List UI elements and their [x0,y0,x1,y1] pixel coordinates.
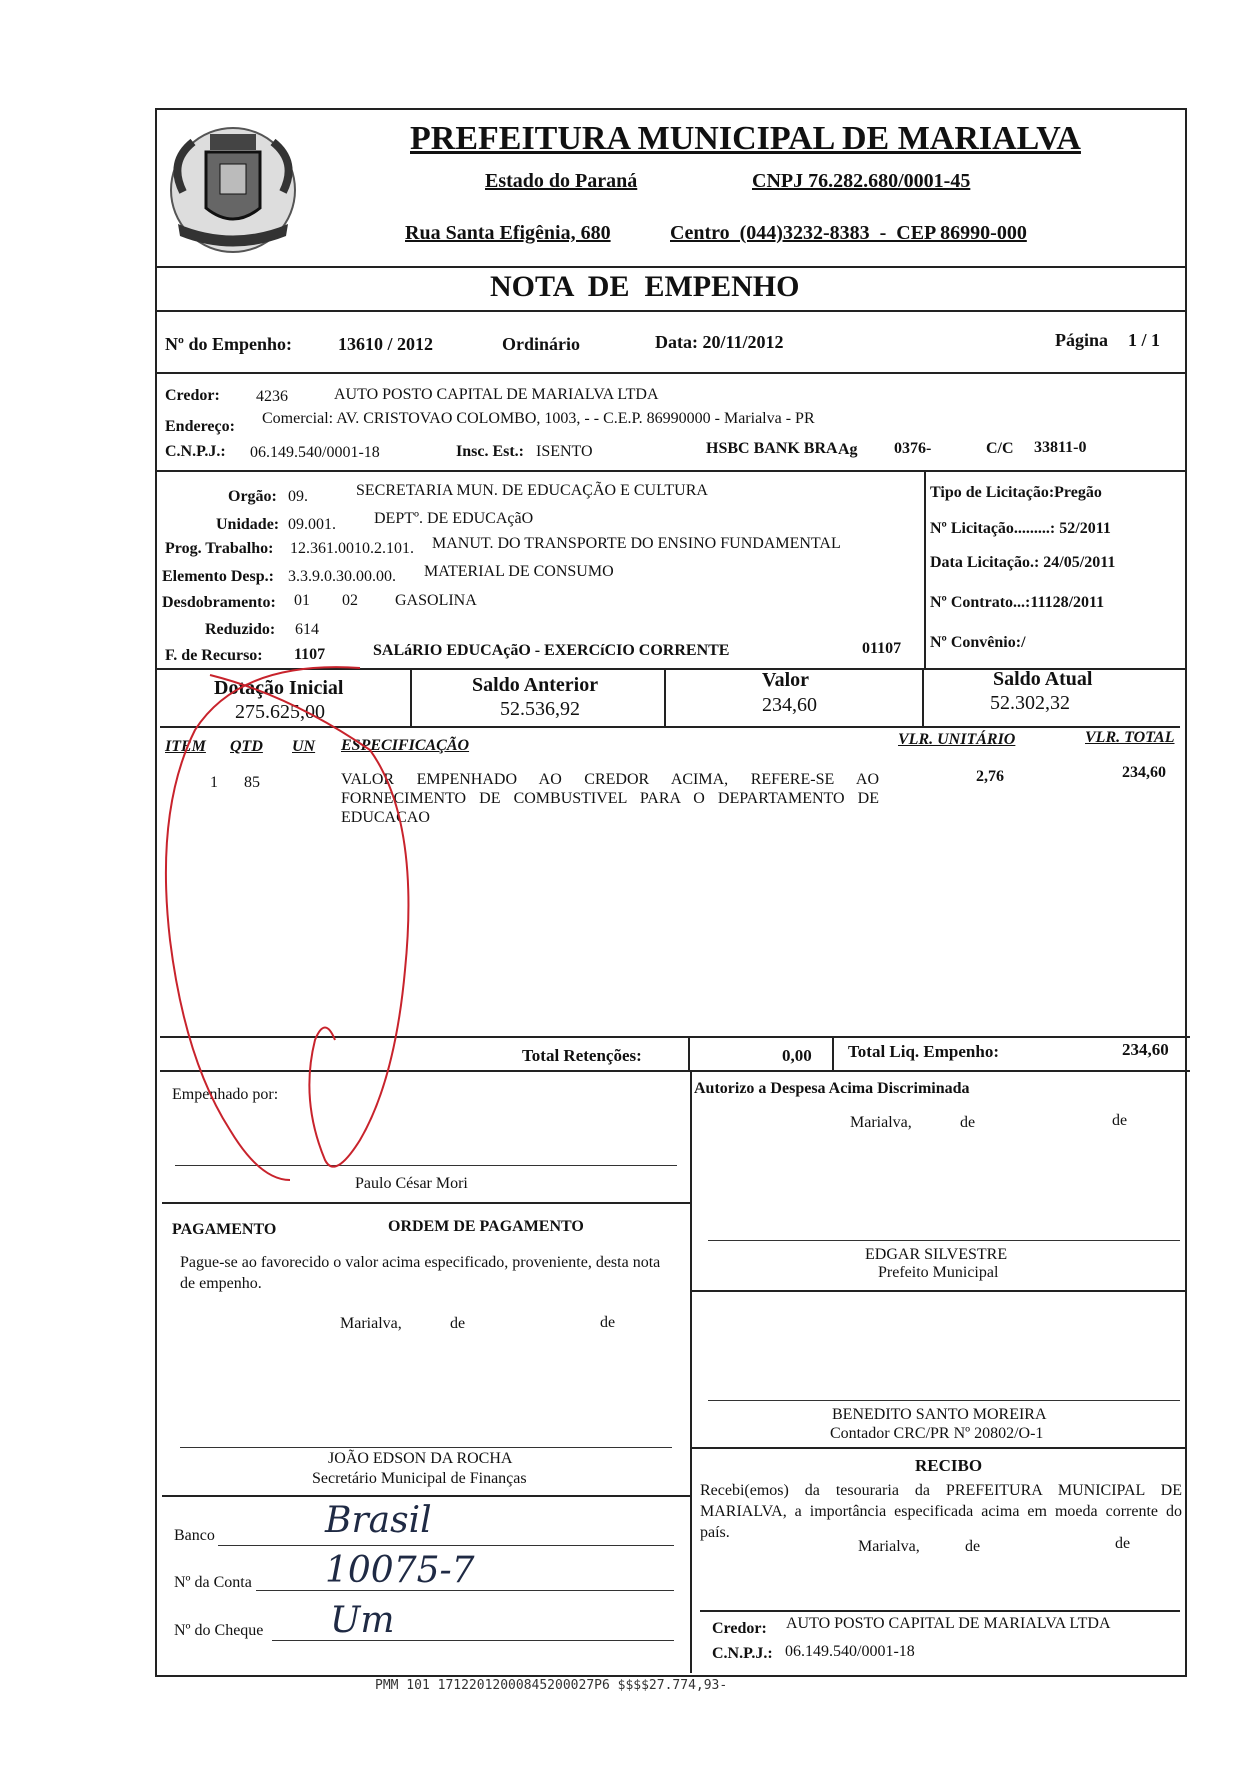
account-label: C/C [986,440,1014,457]
elemento-label: Elemento Desp.: [162,568,274,585]
cheque-handwritten: Um [330,1600,395,1641]
recurso-name: SALáRIO EDUCAçãO - EXERCíCIO CORRENTE [373,642,730,659]
header-state: Estado do Paraná [485,170,638,192]
valor-label: Valor [762,669,810,691]
item-qtd: 85 [244,774,260,791]
header-title: PREFEITURA MUNICIPAL DE MARIALVA [410,120,1081,157]
empenho-number: 13610 / 2012 [338,334,434,354]
recibo-cnpj: 06.149.540/0001-18 [785,1643,915,1660]
contrato-number: Nº Contrato...:11128/2011 [930,594,1105,611]
item-number: 1 [210,774,218,791]
liquido-label: Total Liq. Empenho: [848,1042,999,1061]
header-address: Rua Santa Efigênia, 680 [405,222,611,244]
desdobramento-name: GASOLINA [395,592,477,609]
licitacao-number: Nº Licitação.........: 52/2011 [930,520,1111,537]
page-number: 1 / 1 [1128,330,1161,350]
recibo-de1: de [965,1538,981,1555]
dotacao-label: Dotação Inicial [214,677,344,699]
pagamento-de1: de [450,1315,466,1332]
prog-label: Prog. Trabalho: [165,540,274,557]
recibo-de2: de [1115,1535,1131,1552]
coat-of-arms-icon [158,112,308,262]
saldo-anterior-value: 52.536,92 [500,698,580,720]
licitacao-type: Tipo de Licitação:Pregão [930,484,1102,501]
unidade-code: 09.001. [288,516,336,533]
agency: 0376- [894,440,932,457]
empenhado-label: Empenhado por: [172,1086,279,1103]
header-cnpj: CNPJ 76.282.680/0001-45 [752,170,971,192]
agency-label: Ag [838,441,858,458]
pagamento-label: PAGAMENTO [172,1221,277,1238]
bank-name: HSBC BANK BRA [706,440,838,457]
autorizo-de2: de [1112,1112,1128,1129]
desdobramento-2: 02 [342,592,358,609]
retencoes-label: Total Retenções: [522,1046,642,1065]
insc-value: ISENTO [536,443,593,460]
unidade-label: Unidade: [216,516,280,533]
conta-label: Nº da Conta [174,1574,252,1591]
recibo-text: Recebi(emos) da tesouraria da PREFEITURA MUNICIPAL DE MARIALVA, a importância especificada acima em moeda corrente do país. [700,1482,1182,1541]
col-spec: ESPECIFICAÇÃO [341,737,470,754]
autorizo-de1: de [960,1114,976,1131]
prog-code: 12.361.0010.2.101. [290,540,414,557]
autorizo-city: Marialva, [850,1114,912,1131]
item-spec: VALOR EMPENHADO AO CREDOR ACIMA, REFERE-SE AO FORNECIMENTO DE COMBUSTIVEL PARA O DEPARTAMENTO DE EDUCACAO [341,771,879,826]
col-un: UN [292,738,316,755]
credor-code: 4236 [256,388,288,405]
reduzido-label: Reduzido: [205,621,276,638]
saldo-anterior-label: Saldo Anterior [472,674,599,696]
autorizo-label: Autorizo a Despesa Acima Discriminada [694,1080,970,1097]
account: 33811-0 [1034,439,1087,456]
prefeito-name: EDGAR SILVESTRE [865,1246,1008,1263]
pagamento-de2: de [600,1314,616,1331]
orgao-label: Orgão: [228,488,277,505]
recibo-city: Marialva, [858,1538,920,1555]
desdobramento-1: 01 [294,592,310,609]
elemento-name: MATERIAL DE CONSUMO [424,563,614,580]
licitacao-date: Data Licitação.: 24/05/2011 [930,554,1116,571]
recurso-label: F. de Recurso: [165,647,263,664]
liquido-value: 234,60 [1122,1040,1169,1059]
recibo-cnpj-label: C.N.P.J.: [712,1645,773,1662]
credor-name: AUTO POSTO CAPITAL DE MARIALVA LTDA [334,386,659,403]
conta-handwritten: 10075-7 [325,1550,475,1591]
recibo-credor-label: Credor: [712,1620,767,1637]
contador-name: BENEDITO SANTO MOREIRA [832,1406,1047,1423]
orgao-name: SECRETARIA MUN. DE EDUCAÇÃO E CULTURA [356,482,708,499]
credor-cnpj: 06.149.540/0001-18 [250,444,380,461]
elemento-code: 3.3.9.0.30.00.00. [288,568,396,585]
retencoes-value: 0,00 [782,1046,812,1065]
contador-role: Contador CRC/PR Nº 20802/O-1 [830,1425,1044,1442]
banco-handwritten: Brasil [325,1500,432,1541]
col-total: VLR. TOTAL [1085,729,1175,746]
recurso-code: 1107 [294,646,326,663]
col-qtd: QTD [230,738,263,755]
empenhado-name: Paulo César Mori [355,1175,468,1192]
credor-address: Comercial: AV. CRISTOVAO COLOMBO, 1003, - - C.E.P. 86990000 - Marialva - PR [262,410,815,427]
desdobramento-label: Desdobramento: [162,594,276,611]
pagamento-text: Pague-se ao favorecido o valor acima especificado, proveniente, desta nota de empenho. [180,1254,661,1292]
empenho-number-label: Nº do Empenho: [165,334,292,354]
col-unit: VLR. UNITÁRIO [898,731,1016,748]
credor-cnpj-label: C.N.P.J.: [165,443,226,460]
col-item: ITEM [165,738,206,755]
valor-value: 234,60 [762,694,817,716]
recibo-credor: AUTO POSTO CAPITAL DE MARIALVA LTDA [786,1615,1111,1632]
item-total-value: 234,60 [1122,764,1166,781]
insc-label: Insc. Est.: [456,443,525,460]
footer-code: PMM 101 17122012000845200027P6 $$$$27.774,93- [375,1678,728,1693]
prefeito-role: Prefeito Municipal [878,1264,999,1281]
convenio-number: Nº Convênio:/ [930,634,1026,651]
empenho-date: Data: 20/11/2012 [655,332,784,352]
saldo-atual-value: 52.302,32 [990,692,1070,714]
credor-label: Credor: [165,387,220,404]
page-label: Página [1055,330,1109,350]
header-contact: Centro (044)3232-8383 - CEP 86990-000 [670,222,1027,244]
orgao-code: 09. [288,488,308,505]
secretario-name: JOÃO EDSON DA ROCHA [328,1450,513,1467]
unidade-name: DEPTº. DE EDUCAçãO [374,510,534,527]
secretario-role: Secretário Municipal de Finanças [312,1470,527,1487]
recurso-number: 01107 [862,640,902,657]
prog-name: MANUT. DO TRANSPORTE DO ENSINO FUNDAMENTAL [432,535,841,552]
reduzido-value: 614 [295,621,319,638]
recibo-title: RECIBO [915,1456,983,1475]
ordem-label: ORDEM DE PAGAMENTO [388,1218,584,1235]
empenho-type: Ordinário [502,334,581,354]
address-label: Endereço: [165,418,235,435]
doc-title: NOTA DE EMPENHO [490,270,800,303]
pagamento-city: Marialva, [340,1315,402,1332]
item-unit-value: 2,76 [976,768,1004,785]
cheque-label: Nº do Cheque [174,1622,264,1639]
saldo-atual-label: Saldo Atual [993,668,1093,690]
banco-label: Banco [174,1527,215,1544]
dotacao-value: 275.625,00 [235,701,325,723]
